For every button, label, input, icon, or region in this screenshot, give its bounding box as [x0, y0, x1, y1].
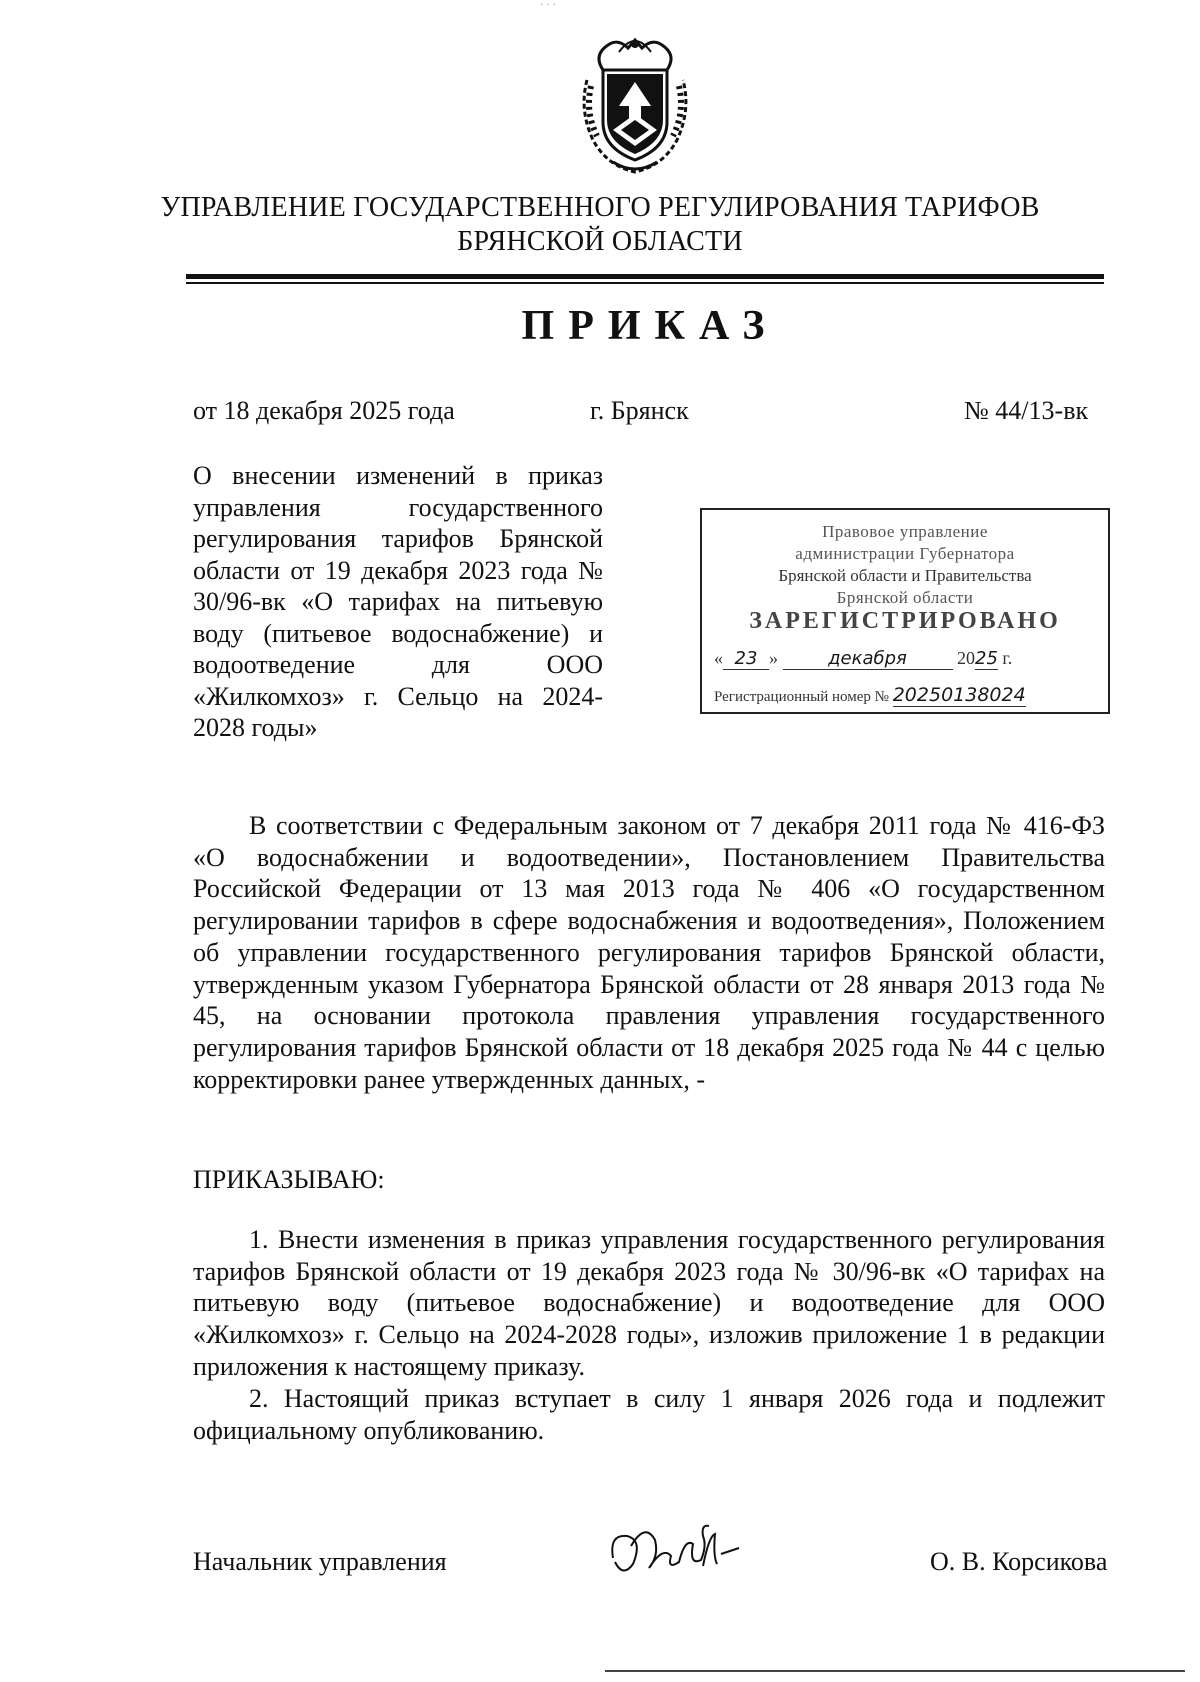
coat-of-arms-emblem	[573, 30, 697, 176]
stamp-date-row: « 23 » декабря 2025 г.	[714, 648, 1013, 669]
stamp-line-2: администрации Губернатора	[795, 544, 1015, 563]
stamp-registered-label: ЗАРЕГИСТРИРОВАНО	[749, 608, 1061, 634]
preamble-paragraph: В соответствии с Федеральным законом от 7 декабря 2011 года № 416-ФЗ «О водоснабжении и водоотведении», Постановлением Правительства Российской Федерации от 13 мая 2013 года № 406 «О государственном регулировании тарифов в сфере водоснабжения и водоотведения», Положением об управлении государственного регулирования тарифов Брянской области, утвержденным указом Губернатора Брянской области от 28 января 2013 года № 45, на основании протокола правления управления государственного регулирования тарифов Брянской области от 18 декабря 2025 года № 44 с целью корректировки ранее утвержденных данных, -	[193, 811, 1105, 1094]
header-divider-thick	[186, 274, 1104, 279]
organization-title-line-2: БРЯНСКОЙ ОБЛАСТИ	[457, 226, 743, 257]
order-directive: ПРИКАЗЫВАЮ:	[193, 1165, 385, 1194]
order-item-2: 2. Настоящий приказ вступает в силу 1 января 2026 года и подлежит официальному опубликованию.	[193, 1384, 1105, 1445]
top-marks: ···	[540, 0, 559, 11]
document-city: г. Брянск	[590, 396, 689, 425]
stamp-year-prefix: 20	[957, 648, 975, 668]
order-item-1: 1. Внести изменения в приказ управления государственного регулирования тарифов Брянской области от 19 декабря 2023 года № 30/96-вк «О тарифах на питьевую воду (питьевое водоснабжение) и водоотведение для ООО «Жилкомхоз» г. Сельцо на 2024-2028 годы», изложив приложение 1 в редакции приложения к настоящему приказу.	[193, 1225, 1105, 1381]
stamp-line-1: Правовое управление	[822, 522, 988, 541]
stamp-line-3: Брянской области и Правительства	[778, 566, 1032, 585]
document-subject: О внесении изменений в приказ управления государственного регулирования тарифов Брянской области от 19 декабря 2023 года № 30/96-вк «О тарифах на питьевую воду (питьевое водоснабжение) и водоотведение для ООО «Жилкомхоз» г. Сельцо на 2024-2028 годы»	[193, 461, 603, 742]
document-date: от 18 декабря 2025 года	[193, 396, 455, 425]
signatory-position: Начальник управления	[193, 1547, 447, 1576]
signatory-name: О. В. Корсикова	[930, 1547, 1108, 1576]
stamp-line-4: Брянской области	[836, 588, 974, 607]
stamp-day: 23	[723, 648, 769, 670]
registration-stamp	[700, 508, 1110, 714]
handwritten-signature	[605, 1516, 755, 1586]
stamp-month: декабря	[783, 648, 953, 670]
stamp-reg-number-row	[702, 684, 1108, 707]
stamp-year-end: г.	[1002, 648, 1013, 668]
stamp-reg-number: 20250138024	[892, 684, 1026, 706]
stamp-reg-label: Регистрационный номер №	[714, 689, 889, 705]
bottom-edge-line	[605, 1670, 1185, 1672]
document-type-heading: ПРИКАЗ	[521, 303, 779, 349]
document-number: № 44/13-вк	[964, 396, 1089, 425]
stamp-year-suffix: 25	[975, 648, 998, 669]
organization-title-line-1: УПРАВЛЕНИЕ ГОСУДАРСТВЕННОГО РЕГУЛИРОВАНИЯ ТАРИФОВ	[160, 192, 1040, 223]
header-divider-thin	[186, 282, 1104, 284]
